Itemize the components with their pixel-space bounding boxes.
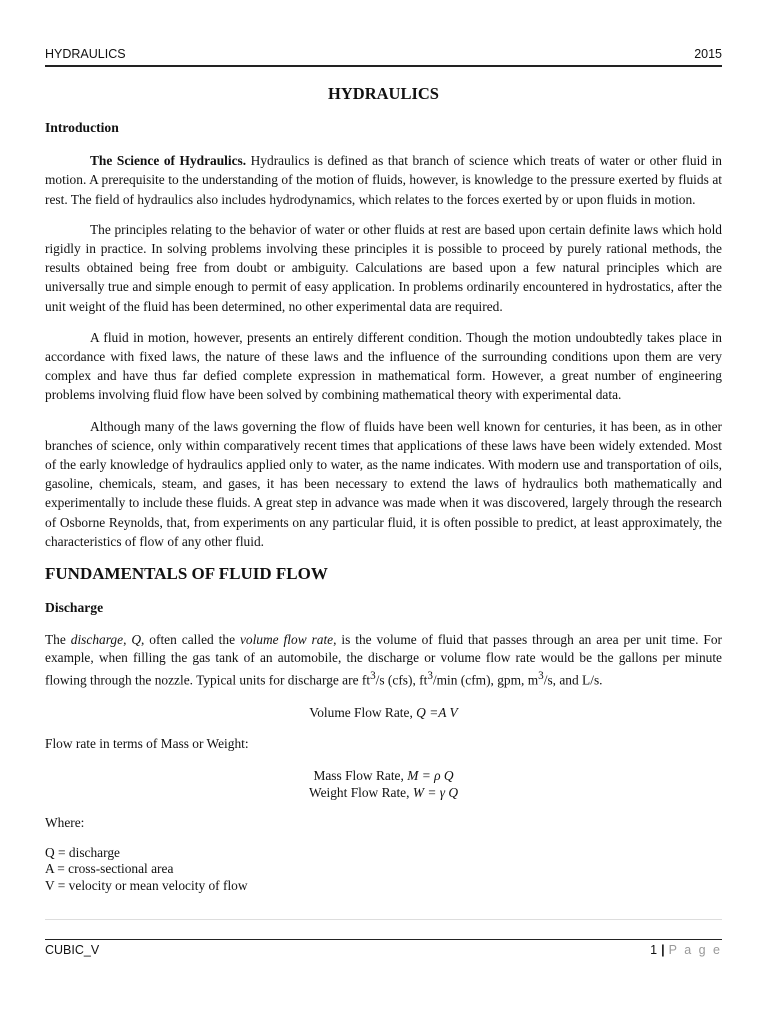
equation-math: M = ρ Q <box>407 767 454 783</box>
equation-math: Q =A V <box>416 704 458 720</box>
discharge-text: , <box>123 632 132 648</box>
superscript: 3 <box>370 670 376 683</box>
discharge-term: discharge <box>70 632 124 648</box>
equation-label: Weight Flow Rate, <box>309 784 413 800</box>
section-heading: FUNDAMENTALS OF FLUID FLOW <box>45 564 328 584</box>
equation-math: W = γ Q <box>412 784 458 800</box>
intro-paragraph-1-text: Hydraulics is defined as that branch of science which treats of water or other fluid in motion. A prerequisite to the understanding of the motion of fluids, however, is knowledge to the pressure exerted by fluids at rest. The field of hydraulics also includes hydrodynamics, which relates to the forces exerted by or upon fluids in motion. <box>45 153 722 207</box>
header-year: 2015 <box>694 47 722 61</box>
discharge-text: , often called the <box>141 632 240 648</box>
discharge-text: , is the volume of fluid that passes through an area per unit time. For example, when filling the gas tank of an automobile, the discharge or volume flow rate would be the gallons per minute flowing through the nozzle. Typical units for discharge are ft <box>45 632 722 688</box>
definition-item: A = cross-sectional area <box>45 861 174 877</box>
footer-rule <box>45 939 722 940</box>
header-rule <box>45 65 722 67</box>
page-number: 1 <box>650 943 658 957</box>
page-number-block <box>650 943 722 957</box>
superscript: 3 <box>427 670 433 683</box>
definition-item: Q = discharge <box>45 844 120 860</box>
volume-flow-equation <box>45 704 722 721</box>
discharge-text: /s (cfs), ft <box>375 672 428 688</box>
intro-paragraph-3: A fluid in motion, however, presents an entirely different condition. Though the motion undoubtedly takes place in accordance with fixed laws, the nature of these laws and the influence of the surrounding conditions upon them are very complex and have thus far defied complete expression in mathematical form. However, a great number of engineering problems involving fluid flow have been solved by combining mathematical theory with experimental data. <box>45 329 722 403</box>
discharge-text: /min (cfm), gpm, m <box>432 672 539 688</box>
document-title: HYDRAULICS <box>328 84 439 103</box>
page-end-divider <box>45 919 722 920</box>
weight-flow-equation <box>45 784 722 801</box>
mass-flow-equation <box>45 767 722 784</box>
equation-label: Volume Flow Rate, <box>309 704 417 720</box>
page-header <box>45 47 722 67</box>
discharge-text: The <box>45 632 71 648</box>
superscript: 3 <box>538 670 544 683</box>
discharge-symbol: Q <box>131 632 142 648</box>
introduction-heading: Introduction <box>45 120 119 135</box>
definitions-list <box>45 845 722 894</box>
discharge-text: /s, and L/s. <box>543 672 603 688</box>
equation-label: Mass Flow Rate, <box>313 767 408 783</box>
intro-paragraph-2: The principles relating to the behavior of water or other fluids at rest are based upon certain definite laws which hold rigidly in practice. In solving problems involving these principles it is possible to proceed by purely rational methods, the results obtained being free from doubt or ambiguity. Calculations are based upon a few natural principles which are universally true and simple enough to permit of easy application. In problems ordinarily encountered in hydrostatics, after the unit weight of the fluid has been determined, no other experimental data are required. <box>45 221 722 314</box>
mass-weight-intro: Flow rate in terms of Mass or Weight: <box>45 735 249 751</box>
where-label: Where: <box>45 814 85 830</box>
mass-weight-equations <box>45 767 722 801</box>
document-body <box>45 84 722 894</box>
page-word: P a g e <box>668 943 722 957</box>
definition-item: V = velocity or mean velocity of flow <box>45 877 248 893</box>
intro-paragraph-4: Although many of the laws governing the flow of fluids have been well known for centuries, it has been, as in other branches of science, only within comparatively recent times that applications of these laws have been widely extended. Most of the early knowledge of hydraulics applied only to water, as the name indicates. With modern use and transportation of oils, gasoline, chemicals, steam, and gases, it has been necessary to extend the laws of hydraulics both mathematically and experimentally to include these fluids. A great step in advance was made when it was discovered, largely through the research of Osborne Reynolds, that, from experiments on any particular fluid, it is often possible to predict, at least approximately, the characteristics of flow of any other fluid. <box>45 418 722 549</box>
header-left-text: HYDRAULICS <box>45 47 126 61</box>
page-footer <box>45 943 722 963</box>
discharge-heading: Discharge <box>45 600 104 616</box>
intro-lead-phrase: The Science of Hydraulics. <box>90 153 247 169</box>
discharge-paragraph <box>45 631 722 689</box>
volume-flow-rate-term: volume flow rate <box>239 632 334 648</box>
footer-left-text: CUBIC_V <box>45 943 100 957</box>
page-separator: | <box>661 943 665 957</box>
intro-paragraph-1 <box>45 151 722 209</box>
